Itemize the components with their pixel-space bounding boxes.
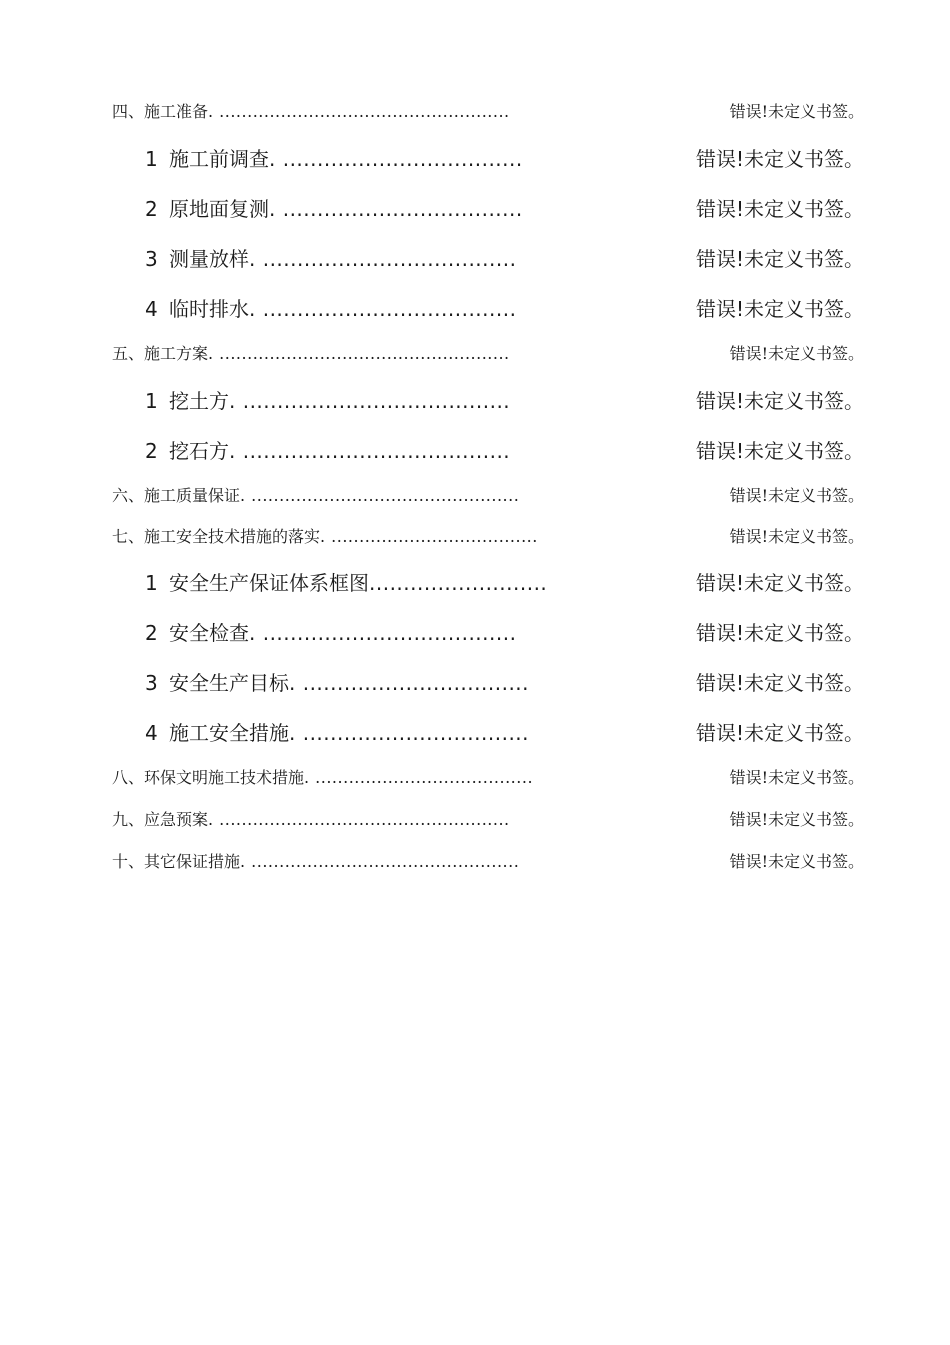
toc-entry-title <box>112 102 208 122</box>
toc-entry[interactable] <box>0 344 950 364</box>
toc-page-reference: 错误!未定义书签。 <box>729 486 864 505</box>
toc-dot-leader: . ................................................ <box>240 486 520 505</box>
toc-entry-title <box>145 246 249 272</box>
toc-entry-title <box>145 620 249 646</box>
toc-entry-title <box>145 388 229 414</box>
toc-entry-text: 八、环保文明施工技术措施 <box>112 768 305 787</box>
toc-dot-leader: . ................................................ <box>240 852 520 871</box>
toc-entry[interactable] <box>0 102 950 122</box>
toc-entry-text: 施工前调查 <box>169 147 269 171</box>
toc-page-reference: 错误!未定义书签。 <box>729 344 864 363</box>
toc-entry-text: 挖石方 <box>169 439 229 463</box>
toc-page-reference: 错误!未定义书签。 <box>695 197 864 221</box>
toc-dot-leader: . ....................................... <box>229 439 511 463</box>
toc-entry-title <box>112 768 304 788</box>
toc-page-reference: 错误!未定义书签。 <box>729 852 864 871</box>
toc-entry-title <box>112 810 208 830</box>
toc-dot-leader: . ................................... <box>269 197 523 221</box>
toc-entry[interactable] <box>0 810 950 830</box>
toc-entry[interactable] <box>0 768 950 788</box>
toc-entry-number: 2 <box>145 439 158 463</box>
toc-entry-title <box>112 344 208 364</box>
toc-entry[interactable] <box>0 486 950 506</box>
toc-entry[interactable] <box>0 438 950 464</box>
toc-page-reference: 错误!未定义书签。 <box>695 621 864 645</box>
toc-entry[interactable] <box>0 388 950 414</box>
toc-entry-text: 五、施工方案 <box>112 344 209 363</box>
toc-page-reference: 错误!未定义书签。 <box>695 671 864 695</box>
toc-page-reference: 错误!未定义书签。 <box>695 147 864 171</box>
toc-entry[interactable] <box>0 620 950 646</box>
toc-dot-leader: . ....................................... <box>304 768 534 787</box>
toc-entry[interactable] <box>0 852 950 872</box>
toc-entry-text: 临时排水 <box>169 297 249 321</box>
toc-page-reference: 错误!未定义书签。 <box>729 527 864 546</box>
toc-entry[interactable] <box>0 527 950 547</box>
toc-entry-text: 九、应急预案 <box>112 810 209 829</box>
toc-entry[interactable] <box>0 570 950 596</box>
toc-entry[interactable] <box>0 720 950 746</box>
toc-entry-title <box>145 438 229 464</box>
toc-dot-leader: . ....................................... <box>229 389 511 413</box>
toc-entry-title <box>145 196 269 222</box>
toc-entry[interactable] <box>0 670 950 696</box>
toc-page-reference: 错误!未定义书签。 <box>729 102 864 121</box>
toc-entry-number: 3 <box>145 671 158 695</box>
toc-entry-title <box>145 720 289 746</box>
toc-entry-title <box>145 296 249 322</box>
toc-dot-leader: . ................................. <box>289 671 530 695</box>
toc-entry[interactable] <box>0 196 950 222</box>
toc-entry-title <box>112 527 320 547</box>
toc-entry[interactable] <box>0 146 950 172</box>
toc-dot-leader: . ................................. <box>289 721 530 745</box>
toc-dot-leader: . .................................................... <box>208 102 510 121</box>
toc-entry-text: 六、施工质量保证 <box>112 486 241 505</box>
toc-page-reference: 错误!未定义书签。 <box>695 721 864 745</box>
toc-dot-leader: . .................................................... <box>208 344 510 363</box>
toc-entry-number: 2 <box>145 197 158 221</box>
toc-entry-text: 施工安全措施 <box>169 721 289 745</box>
toc-entry-text: 七、施工安全技术措施的落实 <box>112 527 321 546</box>
toc-entry-text: 安全检查 <box>169 621 249 645</box>
toc-entry-text: 安全生产保证体系框图 <box>169 571 369 595</box>
toc-page-reference: 错误!未定义书签。 <box>695 389 864 413</box>
toc-entry-text: 挖土方 <box>169 389 229 413</box>
toc-entry-title <box>145 670 289 696</box>
toc-page-reference: 错误!未定义书签。 <box>695 439 864 463</box>
toc-entry-title <box>145 570 369 596</box>
toc-entry-text: 十、其它保证措施 <box>112 852 241 871</box>
toc-entry[interactable] <box>0 296 950 322</box>
toc-entry-title <box>145 146 269 172</box>
toc-entry-text: 原地面复测 <box>169 197 269 221</box>
toc-dot-leader: . ..................................... <box>249 247 517 271</box>
toc-dot-leader: . ..................................... <box>249 621 517 645</box>
toc-entry-title <box>112 852 240 872</box>
toc-page-reference: 错误!未定义书签。 <box>695 247 864 271</box>
toc-entry-number: 4 <box>145 721 158 745</box>
toc-dot-leader: . ..................................... <box>249 297 517 321</box>
toc-page-reference: 错误!未定义书签。 <box>695 297 864 321</box>
toc-page-reference: 错误!未定义书签。 <box>729 810 864 829</box>
toc-entry-number: 1 <box>145 389 158 413</box>
toc-entry-number: 2 <box>145 621 158 645</box>
toc-entry-text: 测量放样 <box>169 247 249 271</box>
toc-entry-text: 安全生产目标 <box>169 671 289 695</box>
toc-entry-number: 4 <box>145 297 158 321</box>
toc-entry[interactable] <box>0 246 950 272</box>
toc-entry-number: 3 <box>145 247 158 271</box>
toc-dot-leader: . ..................................... <box>320 527 538 546</box>
toc-dot-leader: . ................................... <box>269 147 523 171</box>
toc-entry-number: 1 <box>145 571 158 595</box>
toc-page-reference: 错误!未定义书签。 <box>729 768 864 787</box>
toc-entry-title <box>112 486 240 506</box>
toc-page-reference: 错误!未定义书签。 <box>695 571 864 595</box>
toc-dot-leader: . .................................................... <box>208 810 510 829</box>
toc-dot-leader: .......................... <box>369 571 548 595</box>
toc-entry-text: 四、施工准备 <box>112 102 209 121</box>
toc-entry-number: 1 <box>145 147 158 171</box>
